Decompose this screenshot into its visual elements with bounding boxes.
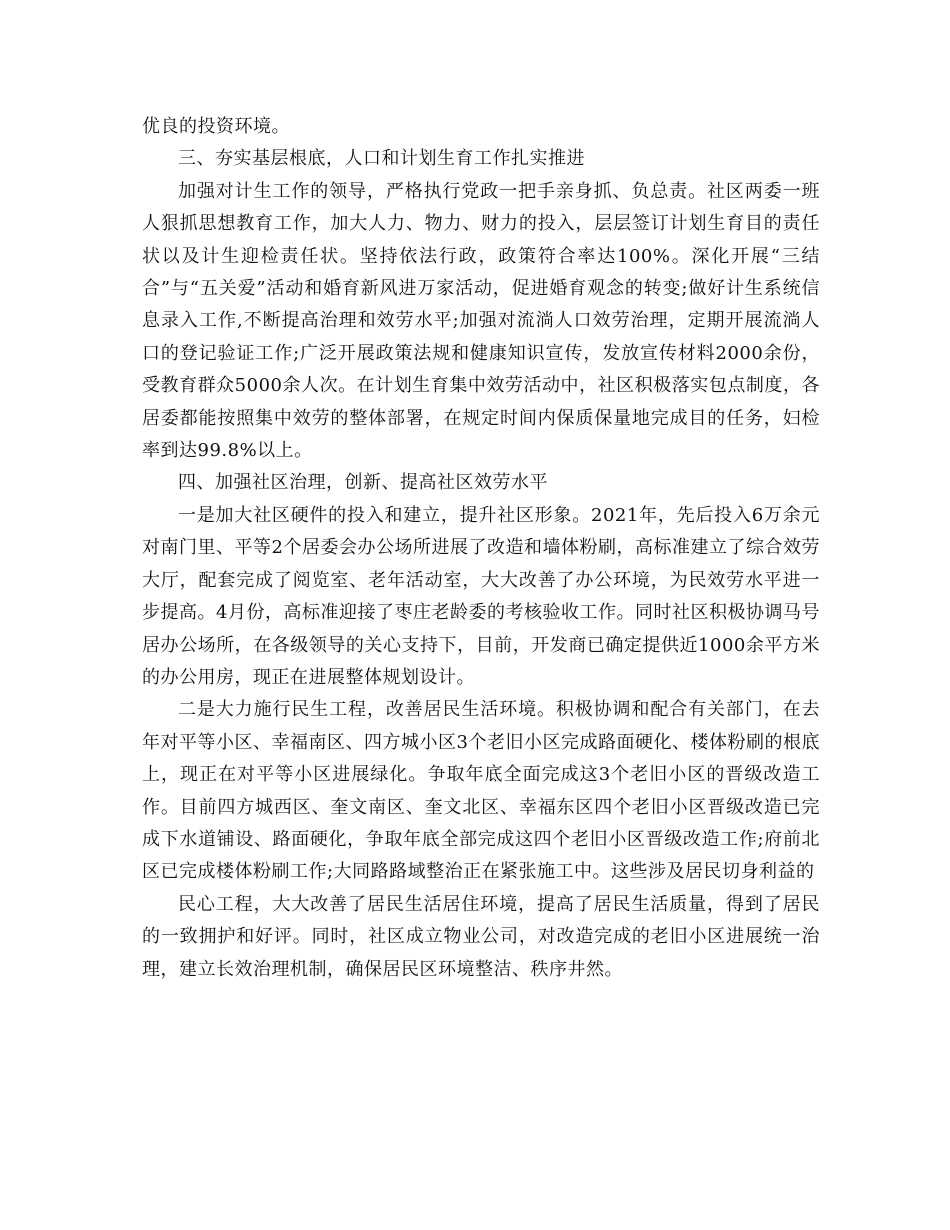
paragraph-community-hardware: 一是加大社区硬件的投入和建立，提升社区形象。2021年，先后投入6万余元对南门里、平等2个居委会办公场所进展了改造和墙体粉刷，高标准建立了综合效劳大厅，配套完成了阅览室、老年活动室，大大改善了办公环境，为民效劳水平进一步提高。4月份，高标准迎接了枣庄老龄委的考核验收工作。同时社区积极协调马号居办公场所，在各级领导的关心支持下，目前，开发商已确定提供近1000余平方米的办公用房，现正在进展整体规划设计。	[142, 504, 820, 688]
section-heading-family-planning: 三、夯实基层根底，人口和计划生育工作扎实推进	[178, 148, 585, 170]
document-body	[142, 111, 820, 986]
paragraph-family-planning: 加强对计生工作的领导，严格执行党政一把手亲身抓、负总责。社区两委一班人狠抓思想教育工作，加大人力、物力、财力的投入，层层签订计划生育目的责任状以及计生迎检责任状。坚持依法行政，政策符合率达100%。深化开展“三结合”与“五关爱”活动和婚育新风进万家活动，促进婚育观念的转变;做好计生系统信息录入工作,不断提高治理和效劳水平;加强对流淌人口效劳治理，定期开展流淌人口的登记验证工作;广泛开展政策法规和健康知识宣传，发放宣传材料2000余份，受教育群众5000余人次。在计划生育集中效劳活动中，社区积极落实包点制度，各居委都能按照集中效劳的整体部署，在规定时间内保质保量地完成目的任务，妇检率到达99.8%以上。	[142, 180, 820, 462]
section-heading-community-governance: 四、加强社区治理，创新、提高社区效劳水平	[178, 472, 548, 494]
paragraph-livelihood-projects: 二是大力施行民生工程，改善居民生活环境。积极协调和配合有关部门，在去年对平等小区、幸福南区、四方城小区3个老旧小区完成路面硬化、楼体粉刷的根底上，现正在对平等小区进展绿化。争取年底全面完成这3个老旧小区的晋级改造工作。目前四方城西区、奎文南区、奎文北区、幸福东区四个老旧小区晋级改造已完成下水道铺设、路面硬化，争取年底全部完成这四个老旧小区晋级改造工作;府前北区已完成楼体粉刷工作;大同路路域整治正在紧张施工中。这些涉及居民切身利益的	[142, 699, 820, 883]
paragraph-public-support: 民心工程，大大改善了居民生活居住环境，提高了居民生活质量，得到了居民的一致拥护和好评。同时，社区成立物业公司，对改造完成的老旧小区进展统一治理，建立长效治理机制，确保居民区环境整洁、秩序井然。	[142, 893, 820, 980]
paragraph-investment-environment: 优良的投资环境。	[142, 116, 290, 137]
